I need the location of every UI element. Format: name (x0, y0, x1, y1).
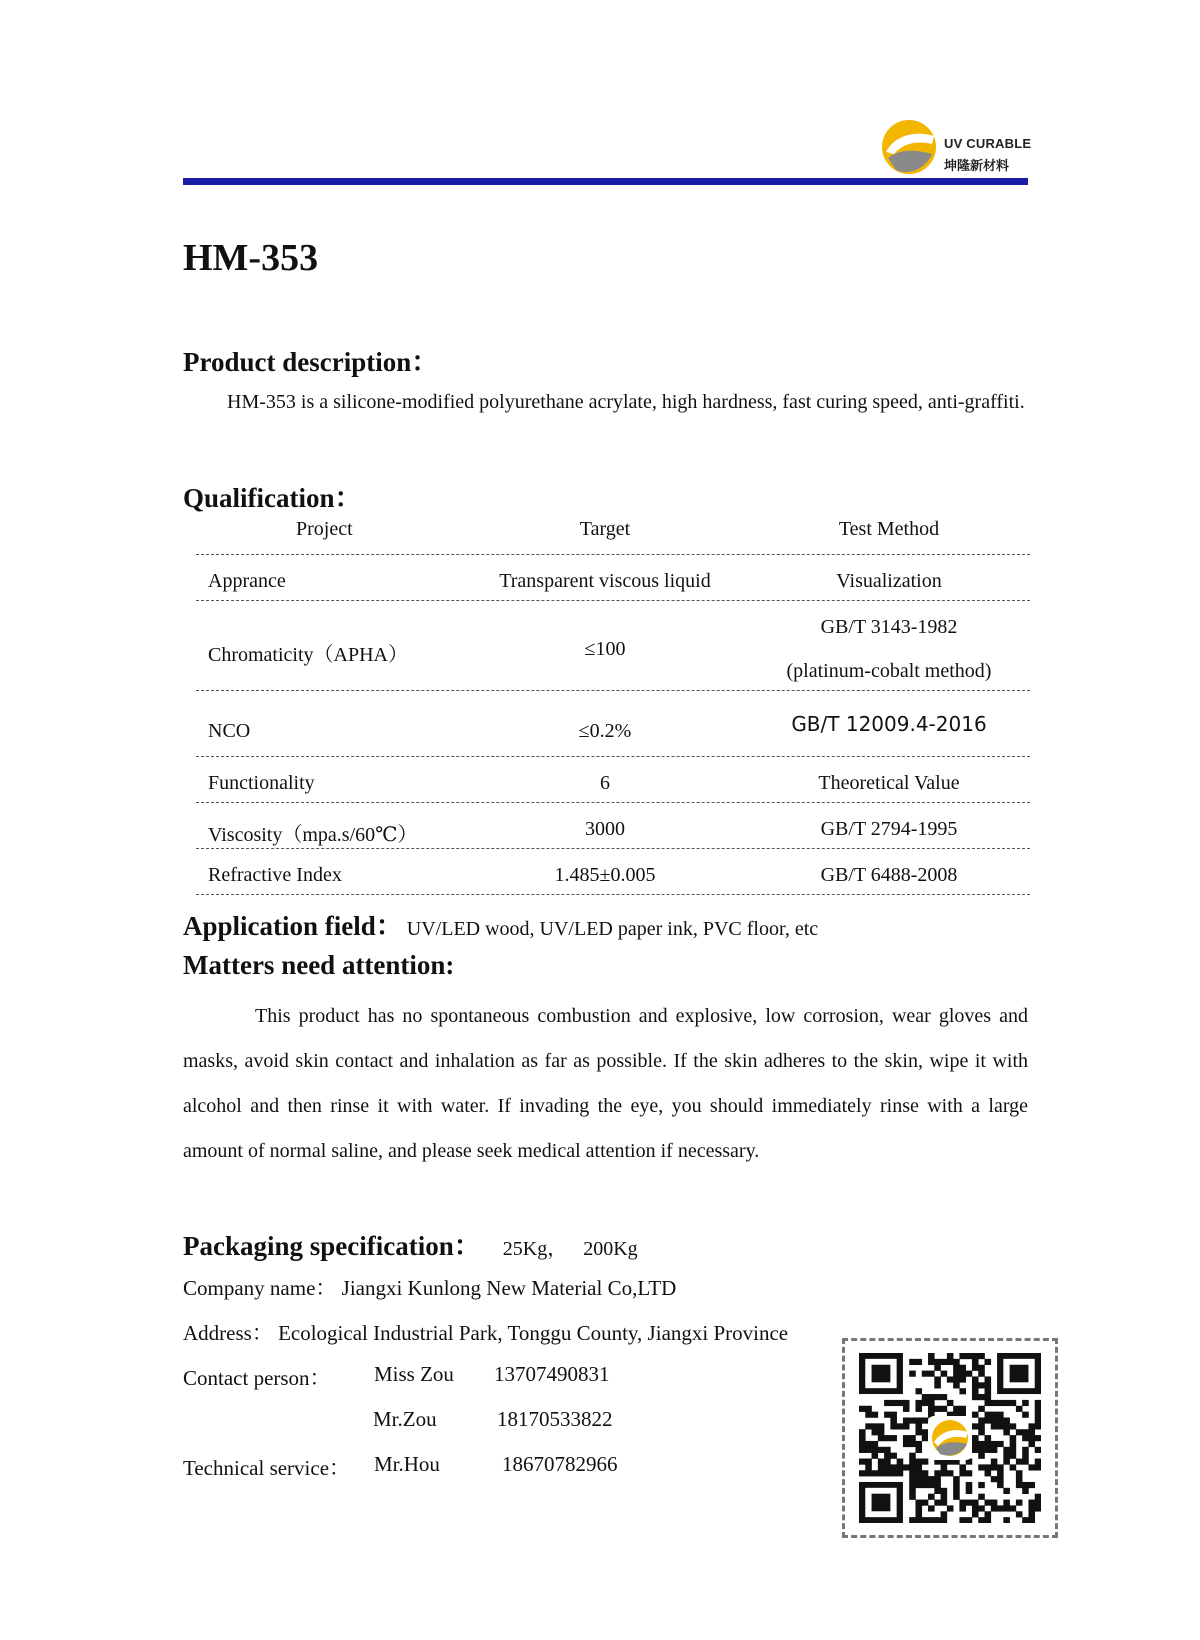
product-title: HM-353 (183, 237, 319, 279)
contact-label: Contact person： (183, 1366, 331, 1390)
row-method: GB/T 3143-1982 (820, 616, 958, 638)
qr-code-icon (859, 1353, 1041, 1523)
qr-code-frame[interactable] (842, 1338, 1058, 1538)
contact-name: Miss Zou (374, 1362, 454, 1386)
row-project: NCO (208, 720, 251, 742)
matters-text: This product has no spontaneous combustion and explosive, low corrosion, wear gloves and masks, avoid skin contact and inhalation as far as possible. If the skin adheres to the skin, wipe it with alcohol and then rinse it with water. If invading the eye, you should immediately rinse with a large amount of normal saline, and please seek medical attention if necessary. (183, 1005, 1028, 1162)
row-target: Transparent viscous liquid (499, 570, 711, 592)
packaging-section (183, 1224, 638, 1263)
header-rule (183, 178, 1028, 185)
row-method: GB/T 2794-1995 (820, 818, 958, 840)
row-method: GB/T 12009.4-2016 (791, 712, 987, 736)
row-project: Functionality (208, 772, 315, 794)
address-label: Address： (183, 1321, 273, 1345)
row-target: ≤100 (584, 638, 626, 660)
row-target: 3000 (585, 818, 625, 840)
description-heading: Product description： (183, 347, 439, 377)
table-divider (196, 554, 1030, 555)
packaging-value-2: 200Kg (583, 1238, 638, 1260)
logo-text-cn: 坤隆新材料 (944, 159, 1010, 174)
table-divider (196, 756, 1030, 757)
company-logo (880, 118, 1030, 178)
column-header-target: Target (579, 518, 631, 540)
row-method: GB/T 6488-2008 (820, 864, 958, 886)
row-project: Apprance (208, 570, 286, 592)
address-line (183, 1317, 788, 1347)
technical-name: Mr.Hou (374, 1452, 440, 1476)
application-section (183, 904, 818, 943)
contact-name: Mr.Zou (373, 1407, 437, 1431)
contact-phone: 13707490831 (494, 1362, 610, 1386)
contact-phone: 18170533822 (497, 1407, 613, 1431)
company-label: Company name： (183, 1276, 337, 1300)
table-divider (196, 894, 1030, 895)
application-heading: Application field： (183, 911, 403, 941)
column-header-test-method: Test Method (838, 518, 940, 540)
column-header-project: Project (296, 518, 353, 540)
row-method-note: (platinum-cobalt method) (786, 660, 992, 682)
qualification-heading: Qualification： (183, 483, 362, 513)
address-value: Ecological Industrial Park, Tonggu County, Jiangxi Province (278, 1321, 789, 1345)
description-text: HM-353 is a silicone-modified polyurethane acrylate, high hardness, fast curing speed, anti-graffiti. (227, 391, 1025, 413)
row-method: Visualization (836, 570, 942, 592)
logo-text-en: UV CURABLE (944, 136, 1032, 151)
table-divider (196, 690, 1030, 691)
company-line (183, 1272, 676, 1302)
table-divider (196, 802, 1030, 803)
row-target: 6 (600, 772, 610, 794)
technical-label: Technical service： (183, 1456, 351, 1480)
company-value: Jiangxi Kunlong New Material Co,LTD (341, 1276, 677, 1300)
row-target: ≤0.2% (578, 720, 632, 742)
row-method: Theoretical Value (818, 772, 960, 794)
application-text: UV/LED wood, UV/LED paper ink, PVC floor, etc (406, 918, 819, 940)
row-project: Viscosity（mpa.s/60℃） (208, 824, 418, 846)
packaging-heading: Packaging specification： (183, 1231, 481, 1261)
table-divider (196, 848, 1030, 849)
table-divider (196, 600, 1030, 601)
row-project: Refractive Index (208, 864, 342, 886)
technical-phone: 18670782966 (502, 1452, 618, 1476)
row-target: 1.485±0.005 (554, 864, 656, 886)
packaging-value-1: 25Kg， (502, 1238, 568, 1260)
uv-curable-logo-icon (880, 118, 938, 176)
row-project: Chromaticity（APHA） (208, 644, 408, 666)
matters-heading: Matters need attention: (183, 950, 455, 980)
